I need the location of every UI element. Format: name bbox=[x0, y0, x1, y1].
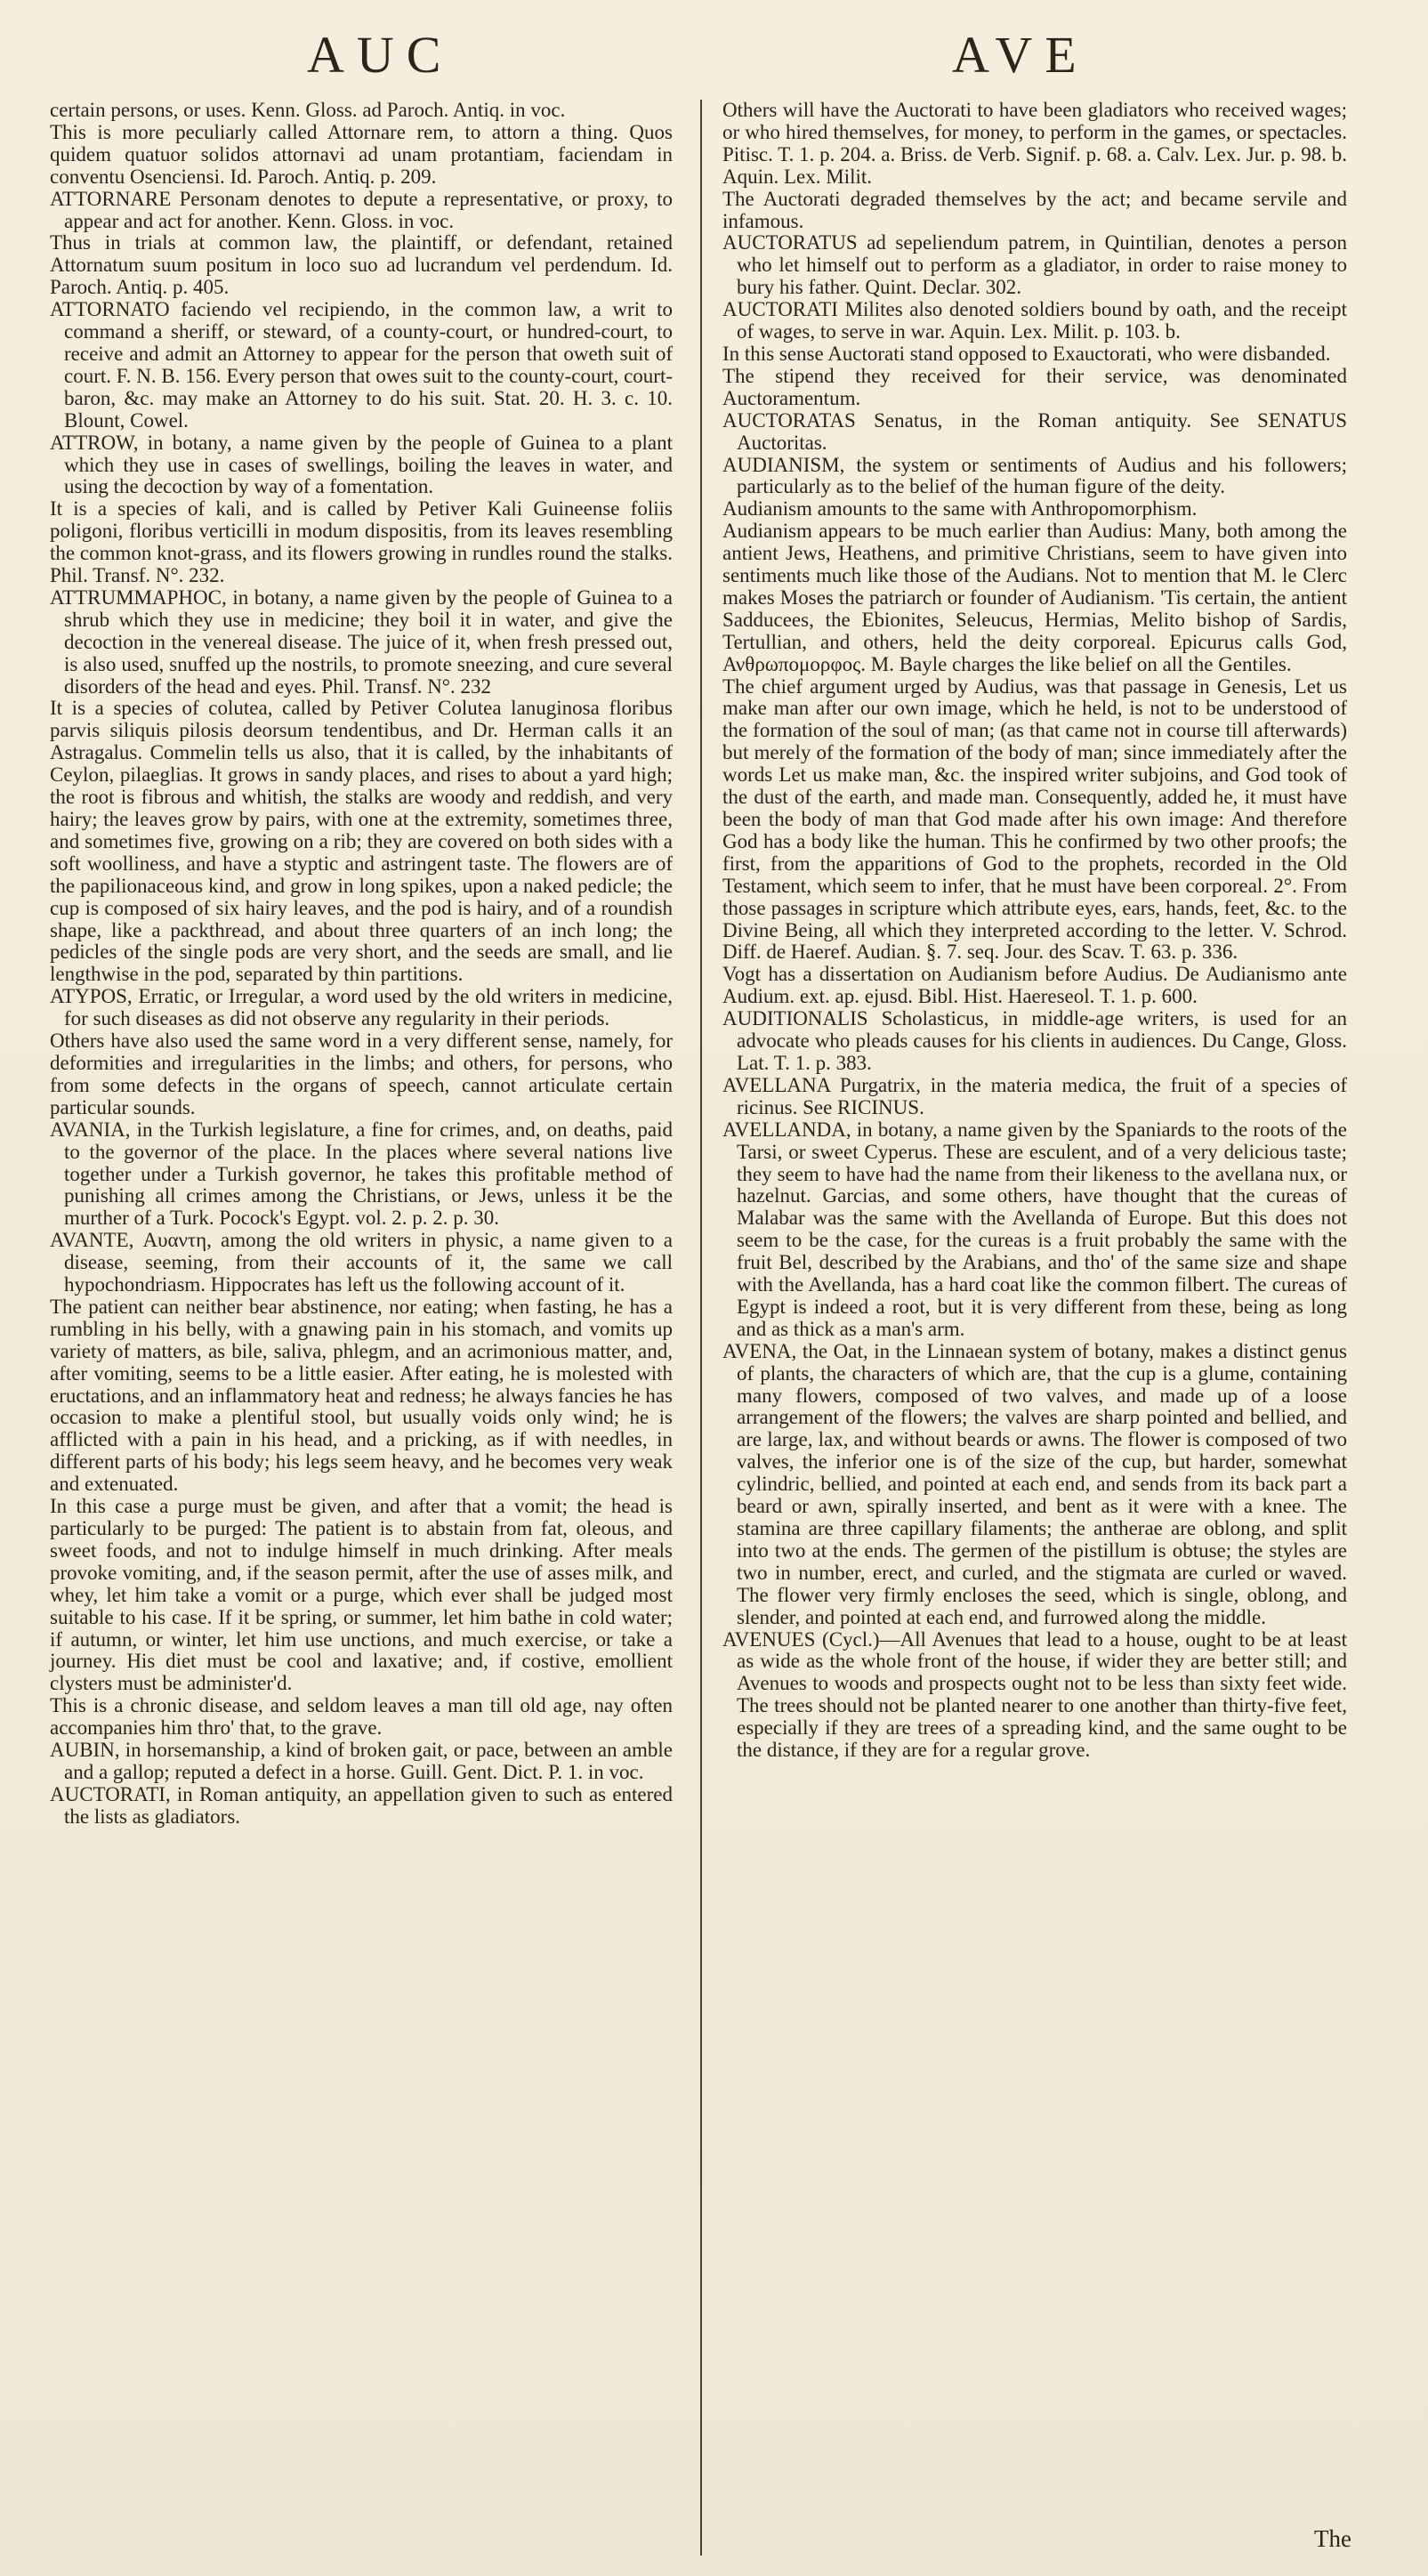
dictionary-entry: AVENUES (Cycl.)—All Avenues that lead to a house, ought to be at least as wide as the whole front of the house, if wider they are better still; and Avenues to woods and prospects ought not to be less than sixty feet wide. The trees should not be planted nearer to one another than thirty-five feet, especially if they are trees of a spreading kind, and the same ought to be the distance, if they are for a regular grove. bbox=[722, 1627, 1347, 1762]
header-right: AVE bbox=[952, 26, 1089, 84]
entry-paragraph: This is more peculiarly called Attornare rem, to attorn a thing. Quos quidem quatuor solidos attornavi ad unam protantiam, faciendam in conventu Osenciensi. Id. Paroch. Antiq. p. 209. bbox=[50, 120, 673, 188]
dictionary-entry: AUCTORATI Milites also denoted soldiers bound by oath, and the receipt of wages, to serve in war. Aquin. Lex. Milit. p. 103. b. bbox=[722, 298, 1347, 343]
dictionary-entry: AUBIN, in horsemanship, a kind of broken gait, or pace, between an amble and a gallop; reputed a defect in a horse. Guill. Gent. Dict. P. 1. in voc. bbox=[50, 1739, 673, 1783]
dictionary-entry: AVENA, the Oat, in the Linnaean system of botany, makes a distinct genus of plants, the characters of which are, that the cup is a glume, containing many flowers, composed of two valves, and made up of a loose arrangement of the flowers; the valves are sharp pointed and bellied, and are large, lax, and without beards or awns. The flower is composed of two valves, the inferior one is of the size of the cup, but harder, somewhat cylindric, bellied, and pointed at each end, and sends from its back part a beard or awn, spirally inserted, and bent as it were with a knee. The stamina are three capillary filaments; the antherae are oblong, and split into two at the ends. The germen of the pistillum is obtuse; the styles are two in number, erect, and curled, and the stigmata are curled or waved. The flower very firmly encloses the seed, which is single, oblong, and slender, and pointed at each end, and furrowed along the middle. bbox=[722, 1339, 1347, 1628]
dictionary-entry: ATTRUMMAPHOC, in botany, a name given by the people of Guinea to a shrub which they use in medicine; they boil it in water, and give the decoction in the venereal disease. The juice of it, when fresh pressed out, is also used, snuffed up the nostrils, to promote sneezing, and cure several disorders of the head and eyes. Phil. Transf. N°. 232 bbox=[50, 585, 673, 698]
column-divider bbox=[700, 100, 702, 2556]
dictionary-entry: AUCTORATI, in Roman antiquity, an appellation given to such as entered the lists as gladiators. bbox=[50, 1782, 673, 1828]
entry-paragraph: The chief argument urged by Audius, was that passage in Genesis, Let us make man after our own image, which he held, is not to be understood of the formation of the soul of man; (as that came not in course till afterwards) but merely of the formation of the body of man; since immediately after the words Let us make man, &c. the inspired writer subjoins, and God took of the dust of the earth, and made man. Consequently, added he, it must have been the body of man that God made after his own image: And therefore God has a body like the human. This he confirmed by two other proofs; the first, from the apparitions of God to the prophets, recorded in the Old Testament, which seem to infer, that he must have been corporeal. 2°. From those passages in scripture which attribute eyes, ears, hands, feet, &c. to the Divine Being, all which they interpreted according to the letter. V. Schrod. Diff. de Haeref. Audian. §. 7. seq. Jour. des Scav. T. 63. p. 336. bbox=[722, 674, 1347, 964]
entry-paragraph: certain persons, or uses. Kenn. Gloss. ad Paroch. Antiq. in voc. bbox=[50, 99, 566, 121]
dictionary-entry: ATYPOS, Erratic, or Irregular, a word used by the old writers in medicine, for such diseases as did not observe any regularity in their periods. bbox=[50, 985, 673, 1030]
entry-paragraph: The stipend they received for their service, was denominated Auctoramentum. bbox=[722, 364, 1347, 409]
entry-paragraph: Vogt has a dissertation on Audianism before Audius. De Audianismo ante Audium. ext. ap. ejusd. Bibl. Hist. Haereseol. T. 1. p. 600. bbox=[722, 963, 1347, 1008]
entry-paragraph: In this case a purge must be given, and after that a vomit; the head is particularly to be purged: The patient is to abstain from fat, oleous, and sweet foods, and not to indulge himself in much drinking. After meals provoke vomiting, and, if the season permit, after the use of asses milk, and whey, let him take a vomit or a purge, which ever shall be judged most suitable to his case. If it be spring, or summer, let him bathe in cold water; if autumn, or winter, let him use unctions, and much exercise, or take a journey. His diet must be cool and laxative; and, if costive, emollient clysters must be administer'd. bbox=[50, 1495, 673, 1695]
entry-paragraph: Audianism amounts to the same with Anthropomorphism. bbox=[722, 497, 1198, 521]
entry-paragraph: The Auctorati degraded themselves by the act; and became servile and infamous. bbox=[722, 187, 1347, 232]
entry-paragraph: Others will have the Auctorati to have been gladiators who received wages; or who hired themselves, for money, to perform in the games, or spectacles. Pitisc. T. 1. p. 204. a. Briss. de Verb. Signif. p. 68. a. Calv. Lex. Jur. p. 98. b. Aquin. Lex. Milit. bbox=[722, 99, 1347, 188]
dictionary-entry: AUDITIONALIS Scholasticus, in middle-age writers, is used for an advocate who pleads causes for his clients in audiences. Du Cange, Gloss. Lat. T. 1. p. 383. bbox=[722, 1007, 1347, 1074]
dictionary-entry: AUCTORATAS Senatus, in the Roman antiquity. See SENATUS Auctoritas. bbox=[722, 408, 1347, 454]
entry-paragraph: It is a species of colutea, called by Petiver Colutea lanuginosa floribus parvis siliquis pilosis deorsum tendentibus, and Dr. Herman calls it an Astragalus. Commelin tells us also, that it is called, by the inhabitants of Ceylon, pilaeglias. It grows in sandy places, and rises to about a yard high; the root is fibrous and whitish, the stalks are woody and reddish, and very hairy; the leaves grow by pairs, with one at the extremity, sometimes three, and sometimes five, growing on a rib; they are covered on both sides with a soft woolliness, and have a styptic and astringent taste. The flowers are of the papilionaceous kind, and grow in long spikes, upon a naked pedicle; the cup is composed of six hairy leaves, and the pod is hairy, and of a roundish shape, like a packthread, and about three quarters of an inch long; the pedicles of the single pods are very short, and the seeds are small, and lie lengthwise in the pod, separated by thin partitions. bbox=[50, 697, 673, 986]
entry-paragraph: In this sense Auctorati stand opposed to Exauctorati, who were disbanded. bbox=[722, 342, 1331, 365]
entry-paragraph: This is a chronic disease, and seldom leaves a man till old age, nay often accompanies him thro' that, to the grave. bbox=[50, 1694, 673, 1740]
entry-paragraph: It is a species of kali, and is called by Petiver Kali Guineense foliis poligoni, floribus verticilli in modum dispositis, from its leaves resembling the common knot-grass, and its flowers growing in rundles round the stalks. Phil. Transf. N°. 232. bbox=[50, 497, 673, 587]
dictionary-entry: AVELLANA Purgatrix, in the materia medica, the fruit of a species of ricinus. See RICINUS. bbox=[722, 1073, 1347, 1118]
dictionary-entry: AVANIA, in the Turkish legislature, a fine for crimes, and, on deaths, paid to the governor of the place. In the places where several nations live together under a Turkish governor, he takes this profitable method of punishing all crimes among the Christians, or Jews, unless it be the murther of a Turk. Pocock's Egypt. vol. 2. p. 2. p. 30. bbox=[50, 1118, 673, 1230]
page-header bbox=[0, 25, 1428, 96]
entry-paragraph: The patient can neither bear abstinence, nor eating; when fasting, he has a rumbling in his belly, with a gnawing pain in his stomach, and vomits up variety of matters, as bile, saliva, phlegm, and an acrimonious matter, and, after vomiting, seems to be a little easier. After eating, he is molested with eructations, and an inflammatory heat and redness; he always fancies he has occasion to make a plentiful stool, but usually voids only wind; he is afflicted with a pain in his head, and a pricking, as if with needles, in different parts of his body; his legs seem heavy, and he becomes very weak and extenuated. bbox=[50, 1295, 673, 1496]
dictionary-entry: AVELLANDA, in botany, a name given by the Spaniards to the roots of the Tarsi, or sweet Cyperus. These are esculent, and of a very delicious taste; they seem to have had the name from their likeness to the avellana nux, or hazelnut. Garcias, and some others, have thought that the cureas of Malabar was the same with the Avellanda of Europe. But this does not seem to be the case, for the cureas is a fruit probably the same with the fruit Bel, described by the Arabians, and tho' of the same size and shape with the Avellanda, has a hard coat like the common filbert. The cureas of Egypt is indeed a root, but it is very different from these, being as long and as thick as a man's arm. bbox=[722, 1118, 1347, 1340]
left-column bbox=[50, 100, 673, 1829]
entry-paragraph: Thus in trials at common law, the plaintiff, or defendant, retained Attornatum suum positum in loco suo ad lucrandum vel perdendum. Id. Paroch. Antiq. p. 405. bbox=[50, 231, 673, 299]
dictionary-entry: AVANTE, Αυαντη, among the old writers in physic, a name given to a disease, seeming, from their accounts of it, the same we call hypochondriasm. Hippocrates has left us the following account of it. bbox=[50, 1229, 673, 1296]
dictionary-entry: ATTORNATO faciendo vel recipiendo, in the common law, a writ to command a sheriff, or steward, of a county-court, or hundred-court, to receive and admit an Attorney to appear for the person that oweth suit of court. F. N. B. 156. Every person that owes suit to the county-court, court-baron, &c. may make an Attorney to do his suit. Stat. 20. H. 3. c. 10. Blount, Cowel. bbox=[50, 298, 673, 432]
catchword: The bbox=[1314, 2525, 1351, 2552]
right-column bbox=[722, 100, 1347, 1762]
entry-paragraph: Audianism appears to be much earlier than Audius: Many, both among the antient Jews, Heathens, and primitive Christians, seem to have given into sentiments much like those of the Audians. Not to mention that M. le Clerc makes Moses the patriarch or founder of Audianism. 'Tis certain, the antient Sadducees, the Ebionites, Seleucus, Hermias, Melito bishop of Sardis, Tertullian, and others, held the deity corporeal. Epicurus calls God, Ανθρωπομορφος. M. Bayle charges the like belief on all the Gentiles. bbox=[722, 520, 1347, 675]
entry-paragraph: Others have also used the same word in a very different sense, namely, for deformities and irregularities in the limbs; and others, for persons, who from some defects in the organs of speech, cannot articulate certain particular sounds. bbox=[50, 1030, 673, 1118]
dictionary-entry: ATTROW, in botany, a name given by the people of Guinea to a plant which they use in cases of swellings, boiling the leaves in water, and using the decoction by way of a fomentation. bbox=[50, 431, 673, 498]
dictionary-entry: AUCTORATUS ad sepeliendum patrem, in Quintilian, denotes a person who let himself out to perform as a gladiator, in order to raise money to bury his father. Quint. Declar. 302. bbox=[722, 231, 1347, 299]
dictionary-entry: ATTORNARE Personam denotes to depute a representative, or proxy, to appear and act for another. Kenn. Gloss. in voc. bbox=[50, 187, 673, 232]
dictionary-entry: AUDIANISM, the system or sentiments of Audius and his followers; particularly as to the belief of the human figure of the deity. bbox=[722, 453, 1347, 498]
header-left: AUC bbox=[307, 26, 454, 84]
